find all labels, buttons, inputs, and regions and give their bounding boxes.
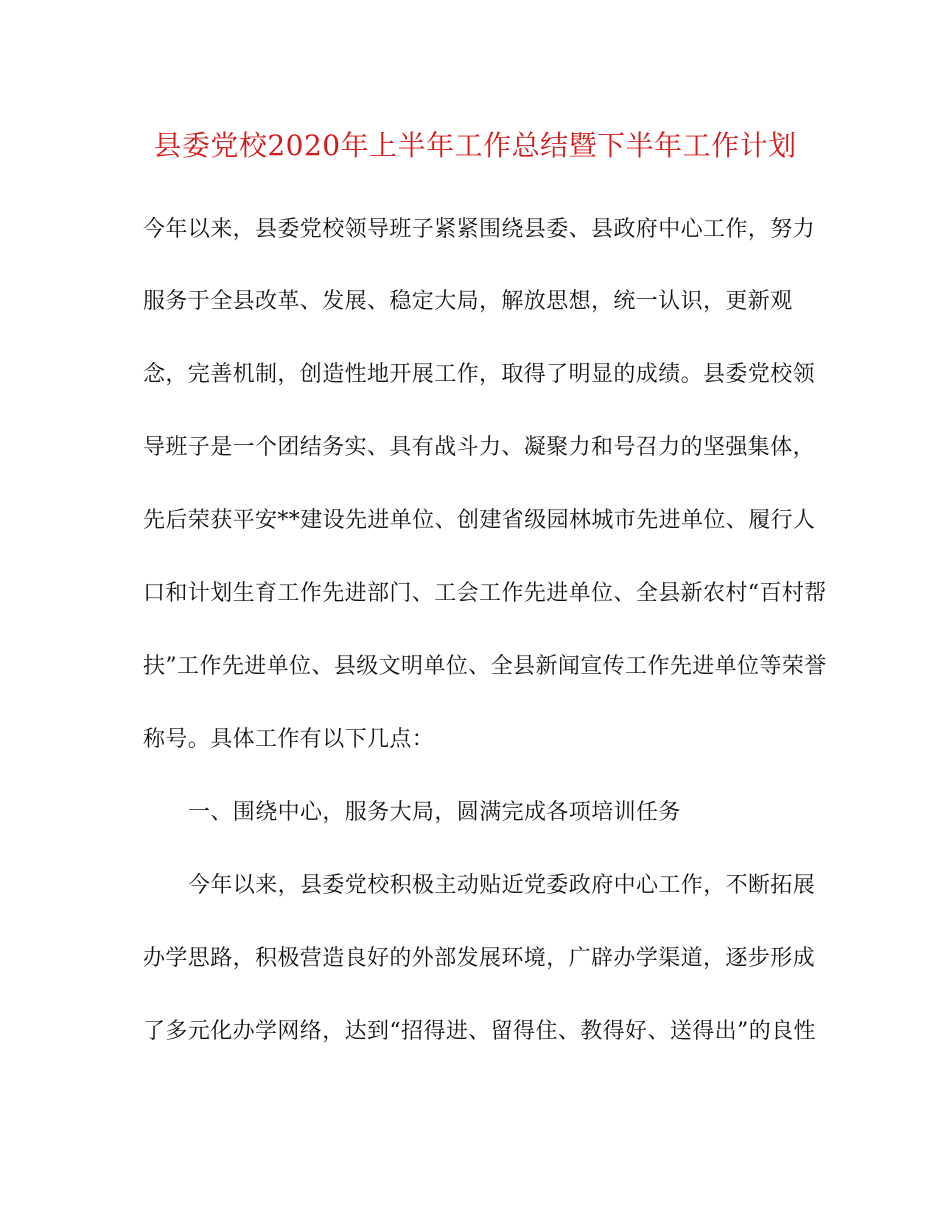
paragraph-line: 导班子是一个团结务实、具有战斗力、凝聚力和号召力的坚强集体，	[143, 435, 816, 460]
paragraph-line: 今年以来，县委党校领导班子紧紧围绕县委、县政府中心工作，努力	[143, 217, 816, 242]
paragraph-line: 称号。具体工作有以下几点：	[143, 727, 435, 752]
paragraph-line: 今年以来，县委党校积极主动贴近党委政府中心工作，不断拓展	[188, 873, 816, 898]
paragraph-line: 服务于全县改革、发展、稳定大局，解放思想，统一认识，更新观	[143, 289, 793, 314]
section-heading: 一、围绕中心，服务大局，圆满完成各项培训任务	[188, 800, 681, 825]
paragraph-line: 扶”工作先进单位、县级文明单位、全县新闻宣传工作先进单位等荣誉	[143, 654, 827, 679]
paragraph-line: 了多元化办学网络，达到“招得进、留得住、教得好、送得出”的良性	[143, 1019, 816, 1044]
document-title: 县委党校2020年上半年工作总结暨下半年工作计划	[153, 129, 797, 162]
paragraph-line: 念，完善机制，创造性地开展工作，取得了明显的成绩。县委党校领	[143, 362, 816, 387]
paragraph-line: 先后荣获平安**建设先进单位、创建省级园林城市先进单位、履行人	[143, 508, 816, 533]
paragraph-line: 办学思路，积极营造良好的外部发展环境，广辟办学渠道，逐步形成	[143, 946, 816, 971]
paragraph-line: 口和计划生育工作先进部门、工会工作先进单位、全县新农村“百村帮	[143, 581, 827, 606]
